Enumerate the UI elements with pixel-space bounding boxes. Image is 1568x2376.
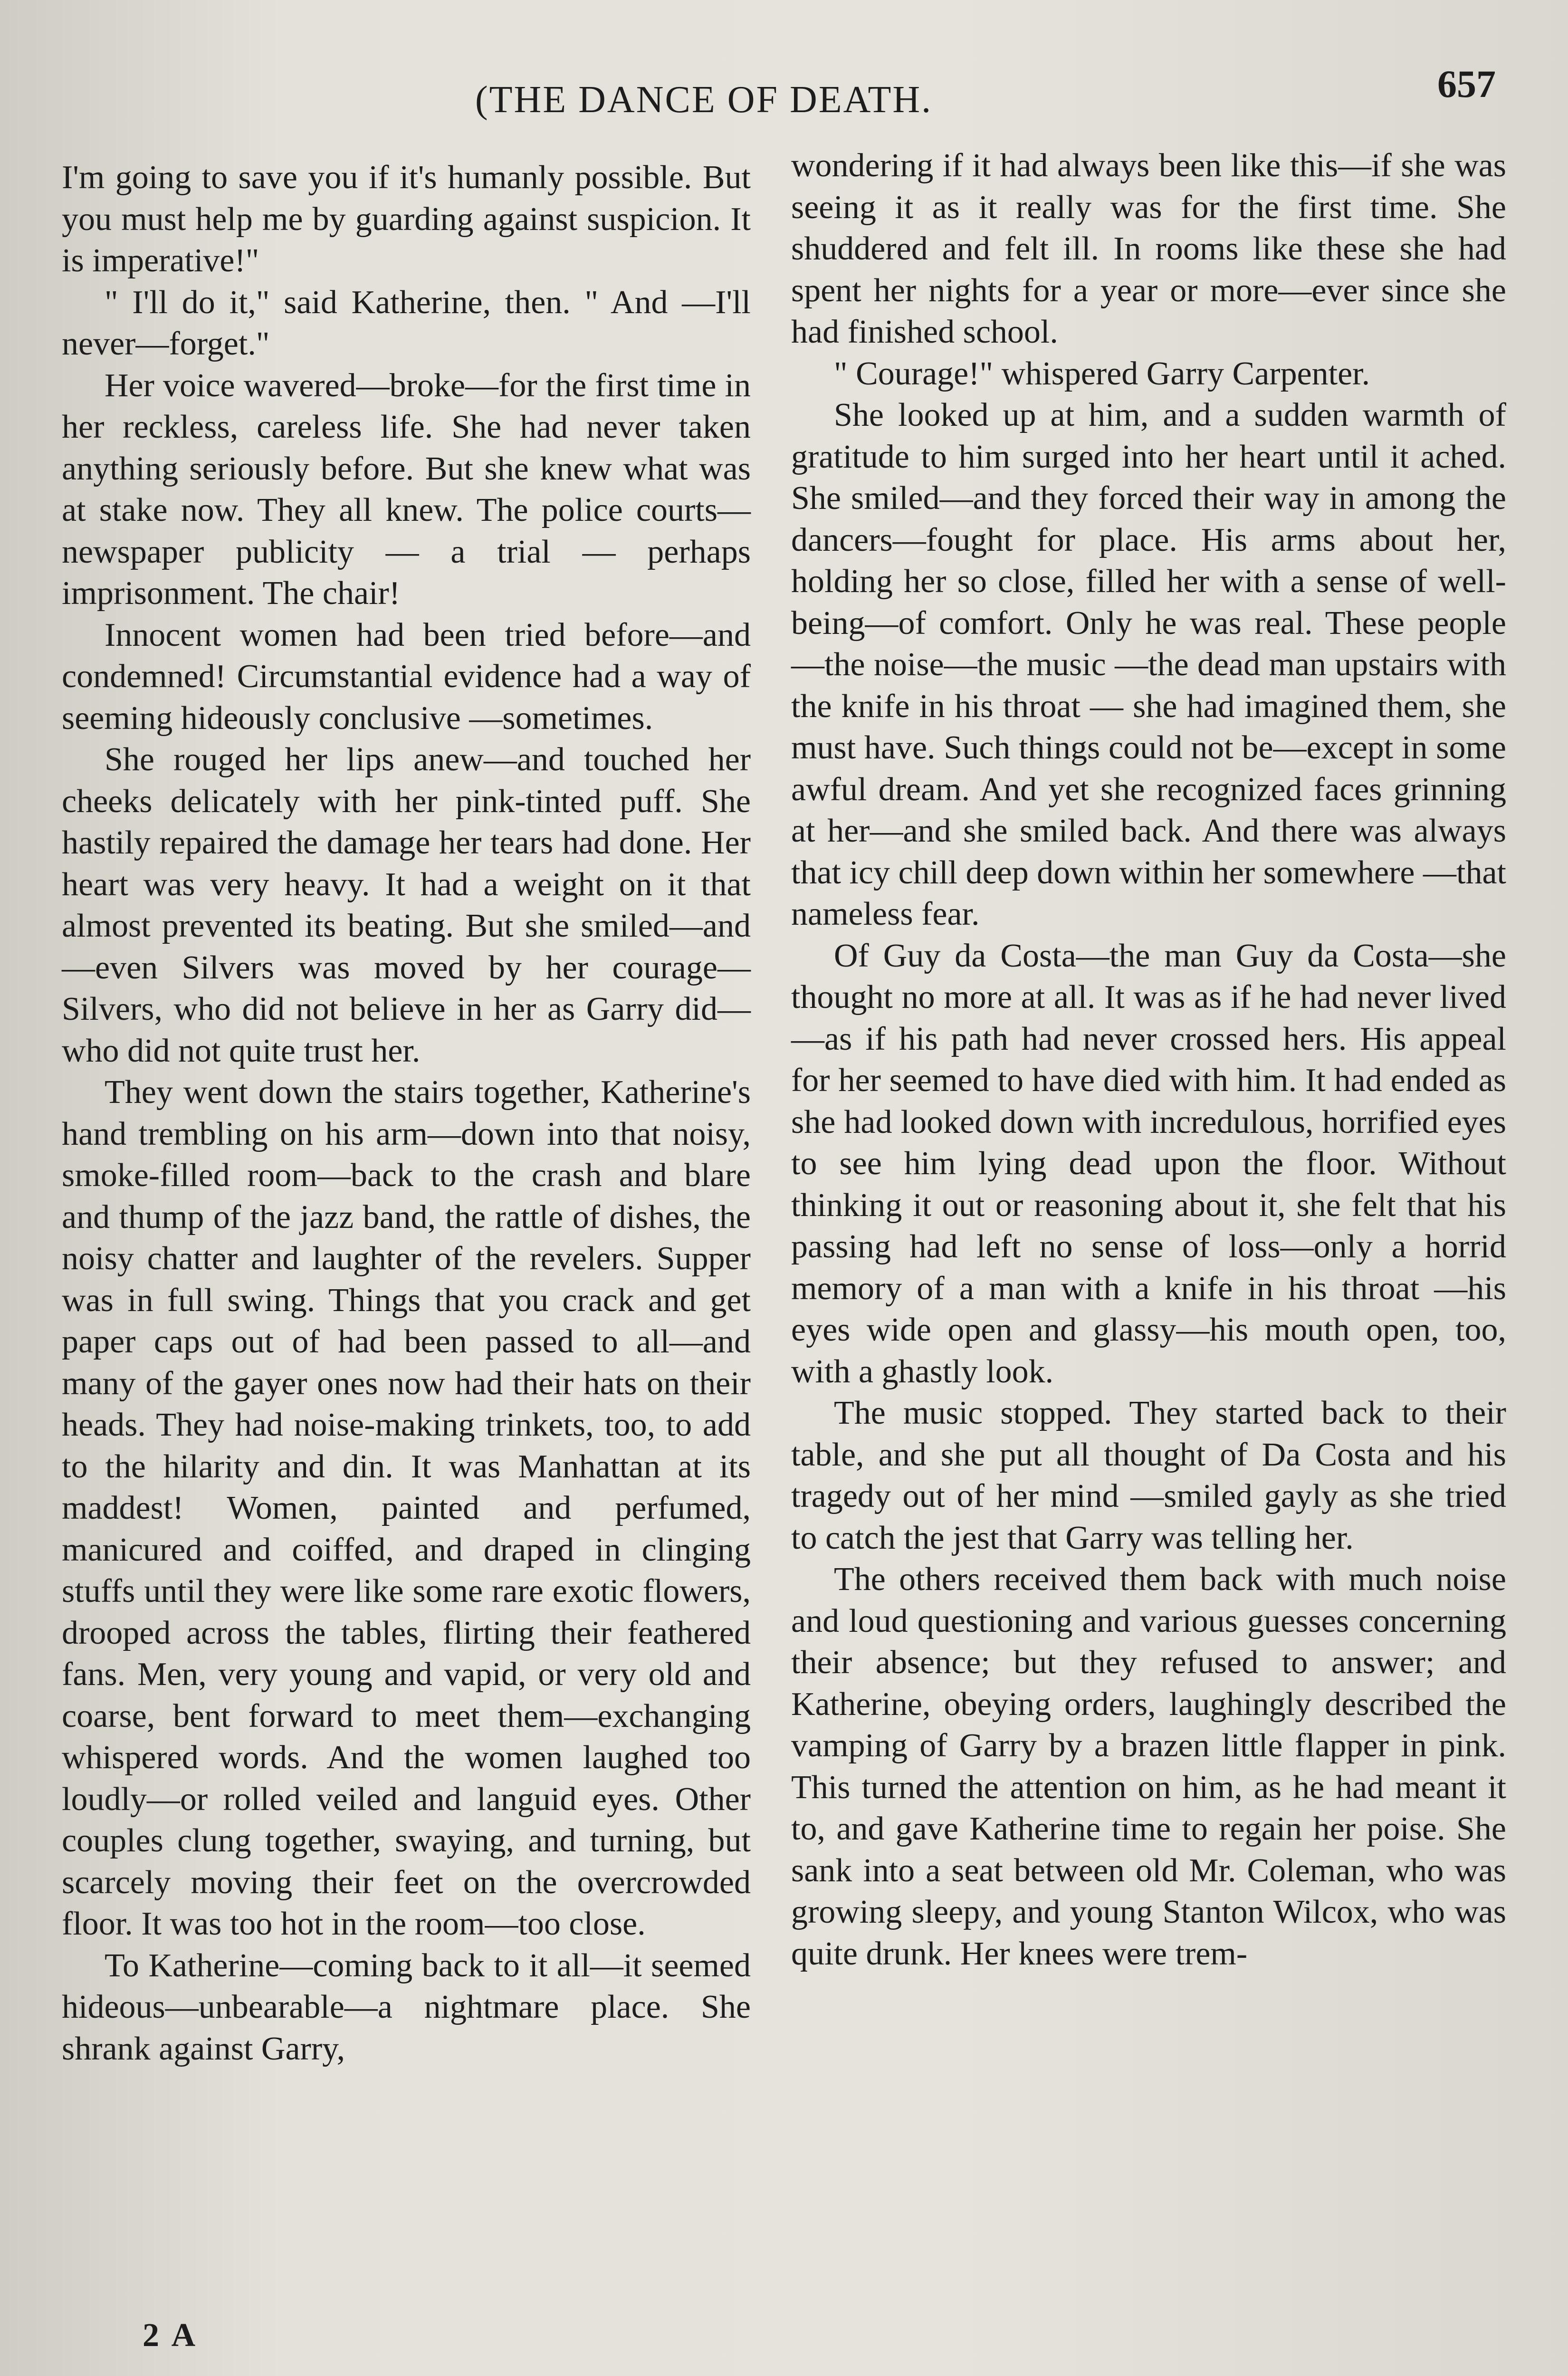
- paragraph: She rouged her lips anew—and touched her cheeks delicately with her pink-tinted puff. She hastily repaired the damage her tears had done. Her heart was very heavy. It had a weight on it that almost prevented its beating. But she smiled—and—even Silvers was moved by her courage—Silvers, who did not believe in her as Garry did—who did not quite trust her.: [62, 741, 751, 1069]
- paragraph: They went down the stairs together, Katherine's hand trembling on his arm—down into that noisy, smoke-filled room—back to the crash and blare and thump of the jazz band, the rattle of dishes, the noisy chatter and laughter of the revelers. Supper was in full swing. Things that you crack and get paper caps out of had been passed to all—and many of the gayer ones now had their hats on their heads. They had noise-making trinkets, too, to add to the hilarity and din. It was Manhattan at its maddest! Women, painted and perfumed, manicured and coiffed, and draped in clinging stuffs until they were like some rare exotic flowers, drooped across the tables, flirting their feathered fans. Men, very young and vapid, or very old and coarse, bent forward to meet them—exchanging whispered words. And the women laughed too loudly—or rolled veiled and languid eyes. Other couples clung together, swaying, and turning, but scarcely moving their feet on the overcrowded floor. It was too hot in the room—too close.: [62, 1074, 751, 1942]
- paragraph: " I'll do it," said Katherine, then. " And —I'll never—forget.": [62, 284, 751, 362]
- right-column: [791, 145, 1506, 1974]
- page-number: 657: [1437, 62, 1496, 105]
- paragraph: The music stopped. They started back to their table, and she put all thought of Da Costa and his tragedy out of her mind —smiled gayly as she tried to catch the jest that Garry was telling her.: [791, 1395, 1506, 1556]
- paragraph: wondering if it had always been like this—if she was seeing it as it really was for the first time. She shuddered and felt ill. In rooms like these she had spent her nights for a year or more—ever since she had finished school.: [791, 147, 1506, 350]
- paragraph: The others received them back with much noise and loud questioning and various guesses concerning their absence; but they refused to answer; and Katherine, obeying orders, laughingly described the vamping of Garry by a brazen little flapper in pink. This turned the attention on him, as he had meant it to, and gave Katherine time to regain her poise. She sank into a seat between old Mr. Coleman, who was growing sleepy, and young Stanton Wilcox, who was quite drunk. Her knees were trem-: [791, 1561, 1506, 1972]
- signature-mark: 2 A: [143, 2317, 199, 2354]
- paragraph: Innocent women had been tried before—and condemned! Circumstantial evidence had a way of seeming hideously conclusive —sometimes.: [62, 616, 751, 737]
- left-column: [62, 157, 751, 2069]
- paragraph: Her voice wavered—broke—for the first time in her reckless, careless life. She had never taken anything seriously before. But she knew what was at stake now. They all knew. The police courts—newspaper publicity — a trial — perhaps imprisonment. The chair!: [62, 367, 751, 612]
- paragraph: She looked up at him, and a sudden warmth of gratitude to him surged into her heart until it ached. She smiled—and they forced their way in among the dancers—fought for place. His arms about her, holding her so close, filled her with a sense of well-being—of comfort. Only he was real. These people—the noise—the music —the dead man upstairs with the knife in his throat — she had imagined them, she must have. Such things could not be—except in some awful dream. And yet she recognized faces grinning at her—and she smiled back. And there was always that icy chill deep down within her somewhere —that nameless fear.: [791, 397, 1506, 932]
- paragraph: I'm going to save you if it's humanly possible. But you must help me by guarding against suspicion. It is imperative!": [62, 159, 751, 279]
- paragraph: " Courage!" whispered Garry Carpenter.: [834, 355, 1370, 392]
- running-head: (THE DANCE OF DEATH.: [475, 79, 933, 121]
- paragraph: To Katherine—coming back to it all—it seemed hideous—unbearable—a nightmare place. She shrank against Garry,: [62, 1947, 751, 2067]
- paragraph: Of Guy da Costa—the man Guy da Costa—she thought no more at all. It was as if he had never lived—as if his path had never crossed hers. His appeal for her seemed to have died with him. It had ended as she had looked down with incredulous, horrified eyes to see him lying dead upon the floor. Without thinking it out or reasoning about it, she felt that his passing had left no sense of loss—only a horrid memory of a man with a knife in his throat —his eyes wide open and glassy—his mouth open, too, with a ghastly look.: [791, 937, 1506, 1390]
